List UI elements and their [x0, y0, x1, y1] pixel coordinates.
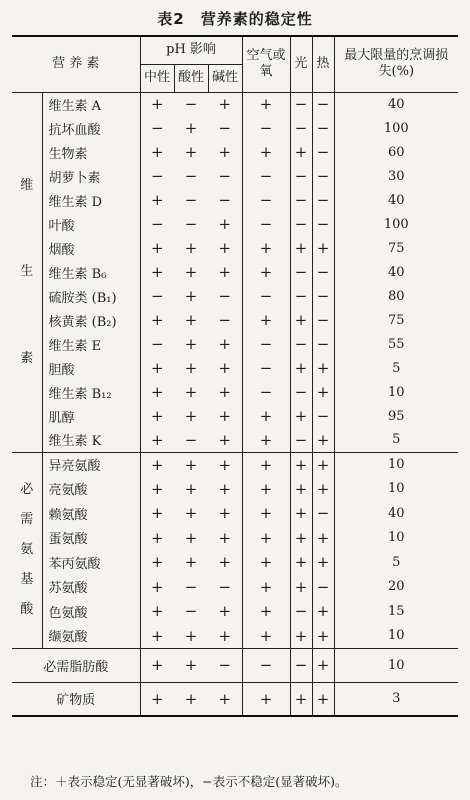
table-row	[12, 332, 458, 356]
stability-mark: −	[150, 335, 164, 353]
stability-mark: +	[242, 550, 290, 575]
stability-mark: +	[208, 236, 242, 260]
table-row	[12, 236, 458, 260]
table-row	[12, 428, 458, 452]
stability-mark: +	[208, 92, 242, 116]
stability-mark: −	[312, 284, 334, 308]
stability-mark: +	[140, 648, 174, 682]
stability-mark: −	[208, 116, 242, 140]
stability-mark: +	[184, 335, 198, 353]
table-row	[12, 212, 458, 236]
stability-mark: −	[312, 575, 334, 600]
nutrient-name: 苏氨酸	[42, 575, 140, 600]
loss-value: 40	[388, 192, 405, 208]
stability-mark: +	[208, 599, 242, 624]
table-row	[12, 380, 458, 404]
loss-value: 40	[388, 264, 405, 280]
stability-mark: +	[184, 455, 198, 474]
stability-mark: +	[242, 236, 290, 260]
stability-mark: +	[290, 682, 312, 716]
stability-mark: −	[242, 212, 290, 236]
stability-mark: +	[174, 624, 208, 649]
stability-mark: +	[150, 263, 164, 281]
stability-mark: +	[150, 311, 164, 329]
stability-mark: +	[242, 260, 290, 284]
stability-mark: −	[242, 284, 290, 308]
stability-mark: −	[312, 260, 334, 284]
table-row	[12, 624, 458, 649]
stability-mark: +	[312, 428, 334, 452]
stability-mark: +	[150, 479, 164, 498]
table-row	[12, 164, 458, 188]
footnote: 注：＋表示稳定(无显著破坏)，−表示不稳定(显著破坏)。	[30, 774, 348, 789]
stability-mark: +	[150, 577, 164, 596]
loss-value: 10	[334, 648, 458, 682]
stability-mark: +	[312, 648, 334, 682]
stability-mark: +	[290, 477, 312, 502]
loss-value: 80	[388, 288, 405, 304]
stability-mark: −	[312, 92, 334, 116]
loss-value: 10	[388, 481, 405, 497]
loss-value: 100	[383, 216, 409, 232]
stability-mark: −	[208, 284, 242, 308]
stability-mark: −	[312, 404, 334, 428]
stability-mark: +	[208, 260, 242, 284]
loss-value: 10	[388, 530, 405, 546]
other-section	[12, 648, 458, 716]
stability-mark: +	[242, 140, 290, 164]
loss-value: 60	[388, 144, 405, 160]
table-row	[12, 356, 458, 380]
header-loss: 最大限量的烹调损失(%)	[334, 36, 458, 92]
stability-mark: −	[150, 287, 164, 305]
stability-mark: −	[290, 380, 312, 404]
stability-mark: −	[290, 284, 312, 308]
stability-mark: −	[242, 332, 290, 356]
stability-mark: +	[184, 143, 198, 161]
stability-mark: +	[242, 92, 290, 116]
stability-mark: −	[150, 119, 164, 137]
nutrient-name: 维生素 K	[42, 428, 140, 452]
stability-mark: −	[312, 116, 334, 140]
loss-value: 10	[388, 384, 405, 400]
stability-mark: −	[312, 188, 334, 212]
stability-mark: +	[150, 602, 164, 621]
loss-value: 75	[388, 312, 405, 328]
stability-mark: +	[290, 308, 312, 332]
stability-mark: +	[150, 407, 164, 425]
stability-mark: +	[150, 143, 164, 161]
stability-mark: +	[174, 648, 208, 682]
nutrient-name: 肌醇	[42, 404, 140, 428]
stability-mark: −	[150, 167, 164, 185]
table-row	[12, 116, 458, 140]
table-row	[12, 501, 458, 526]
header-alkaline: 碱性	[208, 64, 242, 92]
stability-mark: −	[184, 95, 198, 114]
loss-value: 95	[388, 408, 405, 424]
stability-mark: −	[312, 501, 334, 526]
nutrient-name: 生物素	[42, 140, 140, 164]
nutrient-name: 维生素 E	[42, 332, 140, 356]
nutrient-name: 胆酸	[42, 356, 140, 380]
loss-value: 20	[388, 579, 405, 595]
table-row	[12, 682, 458, 716]
stability-mark: +	[290, 140, 312, 164]
loss-value: 30	[388, 168, 405, 184]
stability-mark: +	[208, 682, 242, 716]
loss-value: 5	[392, 554, 401, 570]
stability-mark: +	[242, 624, 290, 649]
nutrient-name: 维生素 B₁₂	[42, 380, 140, 404]
stability-mark: +	[150, 95, 164, 114]
stability-mark: −	[312, 212, 334, 236]
stability-mark: +	[150, 553, 164, 572]
stability-mark: +	[184, 407, 198, 425]
loss-value: 55	[388, 336, 405, 352]
stability-mark: +	[150, 528, 164, 547]
nutrient-name: 叶酸	[42, 212, 140, 236]
stability-mark: +	[312, 682, 334, 716]
stability-mark: +	[184, 383, 198, 401]
group-label: 必 需 氨 基 酸	[12, 452, 42, 648]
loss-value: 100	[383, 120, 409, 136]
stability-mark: +	[208, 404, 242, 428]
stability-mark: +	[208, 428, 242, 452]
stability-mark: +	[150, 689, 164, 708]
stability-mark: −	[290, 599, 312, 624]
stability-mark: −	[290, 332, 312, 356]
loss-value: 40	[388, 96, 405, 112]
stability-mark: +	[312, 477, 334, 502]
table-row	[12, 92, 458, 116]
nutrient-name: 烟酸	[42, 236, 140, 260]
table-row	[12, 526, 458, 551]
stability-mark: +	[242, 682, 290, 716]
stability-mark: −	[242, 648, 290, 682]
stability-mark: +	[242, 452, 290, 477]
stability-mark: −	[242, 164, 290, 188]
stability-mark: +	[150, 504, 164, 523]
stability-mark: +	[208, 501, 242, 526]
header-neutral: 中性	[140, 64, 174, 92]
stability-mark: −	[208, 188, 242, 212]
header-nutrient: 营 养 素	[12, 36, 140, 92]
stability-mark: −	[290, 428, 312, 452]
loss-value: 10	[334, 624, 458, 649]
table-row	[12, 188, 458, 212]
stability-mark: +	[290, 501, 312, 526]
loss-value: 3	[392, 691, 401, 707]
stability-mark: −	[184, 191, 198, 209]
stability-mark: +	[290, 404, 312, 428]
stability-mark: +	[242, 477, 290, 502]
stability-mark: +	[312, 380, 334, 404]
stability-mark: +	[242, 308, 290, 332]
stability-mark: +	[312, 599, 334, 624]
nutrient-name: 亮氨酸	[42, 477, 140, 502]
stability-mark: +	[290, 526, 312, 551]
loss-value: 5	[392, 360, 401, 376]
nutrient-name: 胡萝卜素	[42, 164, 140, 188]
stability-mark: −	[312, 332, 334, 356]
stability-mark: +	[312, 236, 334, 260]
stability-mark: −	[184, 167, 198, 185]
table-header	[12, 36, 458, 92]
table-row	[12, 575, 458, 600]
stability-mark: +	[242, 404, 290, 428]
stability-mark: +	[242, 526, 290, 551]
stability-mark: −	[290, 212, 312, 236]
stability-mark: +	[150, 383, 164, 401]
table-row	[12, 648, 458, 682]
stability-mark: −	[290, 92, 312, 116]
stability-mark: +	[208, 550, 242, 575]
table-row	[12, 550, 458, 575]
nutrient-name: 苯丙氨酸	[42, 550, 140, 575]
stability-mark: +	[184, 239, 198, 257]
stability-mark: −	[242, 356, 290, 380]
stability-mark: +	[290, 550, 312, 575]
stability-mark: +	[208, 477, 242, 502]
nutrient-name: 色氨酸	[42, 599, 140, 624]
nutrient-name: 赖氨酸	[42, 501, 140, 526]
stability-mark: +	[312, 452, 334, 477]
stability-mark: +	[290, 236, 312, 260]
table-row	[12, 452, 458, 477]
stability-mark: +	[208, 212, 242, 236]
nutrient-name: 硫胺类 (B₁)	[42, 284, 140, 308]
stability-mark: +	[208, 380, 242, 404]
stability-mark: +	[140, 428, 174, 452]
stability-mark: +	[140, 624, 174, 649]
stability-mark: +	[208, 332, 242, 356]
loss-value: 75	[388, 240, 405, 256]
stability-mark: −	[242, 188, 290, 212]
nutrient-name: 蛋氨酸	[42, 526, 140, 551]
loss-value: 40	[388, 505, 405, 521]
stability-table	[12, 35, 458, 717]
header-light: 光	[290, 36, 312, 92]
stability-mark: +	[312, 550, 334, 575]
stability-mark: +	[184, 479, 198, 498]
stability-mark: −	[312, 164, 334, 188]
stability-mark: +	[184, 359, 198, 377]
nutrient-name: 矿物质	[12, 682, 140, 716]
stability-mark: +	[312, 356, 334, 380]
nutrient-name: 维生素 B₆	[42, 260, 140, 284]
stability-mark: +	[184, 287, 198, 305]
stability-mark: +	[208, 526, 242, 551]
stability-mark: +	[242, 599, 290, 624]
stability-mark: +	[312, 624, 334, 649]
table-row	[12, 284, 458, 308]
loss-value: 10	[388, 457, 405, 472]
stability-mark: +	[184, 528, 198, 547]
table-row	[12, 140, 458, 164]
stability-mark: +	[184, 119, 198, 137]
stability-mark: −	[174, 428, 208, 452]
stability-mark: −	[184, 602, 198, 621]
stability-mark: +	[242, 575, 290, 600]
stability-mark: +	[184, 263, 198, 281]
stability-mark: +	[290, 356, 312, 380]
stability-mark: −	[312, 140, 334, 164]
header-air: 空气或氧	[242, 36, 290, 92]
table-row	[12, 404, 458, 428]
stability-mark: +	[290, 575, 312, 600]
stability-mark: −	[208, 575, 242, 600]
table-row	[12, 599, 458, 624]
stability-mark: +	[150, 455, 164, 474]
table-row	[12, 260, 458, 284]
stability-mark: −	[242, 116, 290, 140]
stability-mark: +	[312, 526, 334, 551]
loss-value: 15	[388, 603, 405, 619]
stability-mark: +	[208, 356, 242, 380]
table-row	[12, 477, 458, 502]
stability-mark: +	[290, 452, 312, 477]
stability-mark: −	[184, 215, 198, 233]
stability-mark: +	[208, 452, 242, 477]
nutrient-name: 维生素 A	[42, 92, 140, 116]
stability-mark: +	[184, 689, 198, 708]
nutrient-name: 核黄素 (B₂)	[42, 308, 140, 332]
group-label: 维 生 素	[12, 92, 42, 452]
stability-mark: −	[290, 164, 312, 188]
table-row	[12, 308, 458, 332]
loss-value: 5	[334, 428, 458, 452]
amino-acids-section	[12, 452, 458, 648]
stability-mark: +	[184, 504, 198, 523]
header-ph: pH 影响	[140, 36, 242, 64]
nutrient-name: 抗坏血酸	[42, 116, 140, 140]
stability-mark: +	[242, 428, 290, 452]
stability-mark: −	[312, 308, 334, 332]
stability-mark: −	[290, 260, 312, 284]
nutrient-name: 缬氨酸	[42, 624, 140, 649]
stability-mark: +	[290, 624, 312, 649]
nutrient-name: 维生素 D	[42, 188, 140, 212]
stability-mark: +	[150, 239, 164, 257]
nutrient-name: 异亮氨酸	[42, 452, 140, 477]
stability-mark: −	[290, 648, 312, 682]
stability-mark: −	[150, 215, 164, 233]
stability-mark: +	[242, 501, 290, 526]
stability-mark: −	[184, 577, 198, 596]
nutrient-name: 必需脂肪酸	[12, 648, 140, 682]
stability-mark: +	[150, 359, 164, 377]
stability-mark: −	[242, 380, 290, 404]
stability-mark: −	[290, 188, 312, 212]
stability-mark: +	[184, 553, 198, 572]
stability-mark: +	[150, 191, 164, 209]
stability-mark: −	[208, 164, 242, 188]
stability-mark: +	[184, 311, 198, 329]
stability-mark: +	[208, 140, 242, 164]
stability-mark: −	[208, 648, 242, 682]
stability-mark: −	[290, 116, 312, 140]
stability-mark: +	[208, 624, 242, 649]
table-title: 表2 营养素的稳定性	[157, 10, 313, 28]
stability-mark: −	[208, 308, 242, 332]
header-acidic: 酸性	[174, 64, 208, 92]
header-heat: 热	[312, 36, 334, 92]
vitamins-section	[12, 92, 458, 452]
